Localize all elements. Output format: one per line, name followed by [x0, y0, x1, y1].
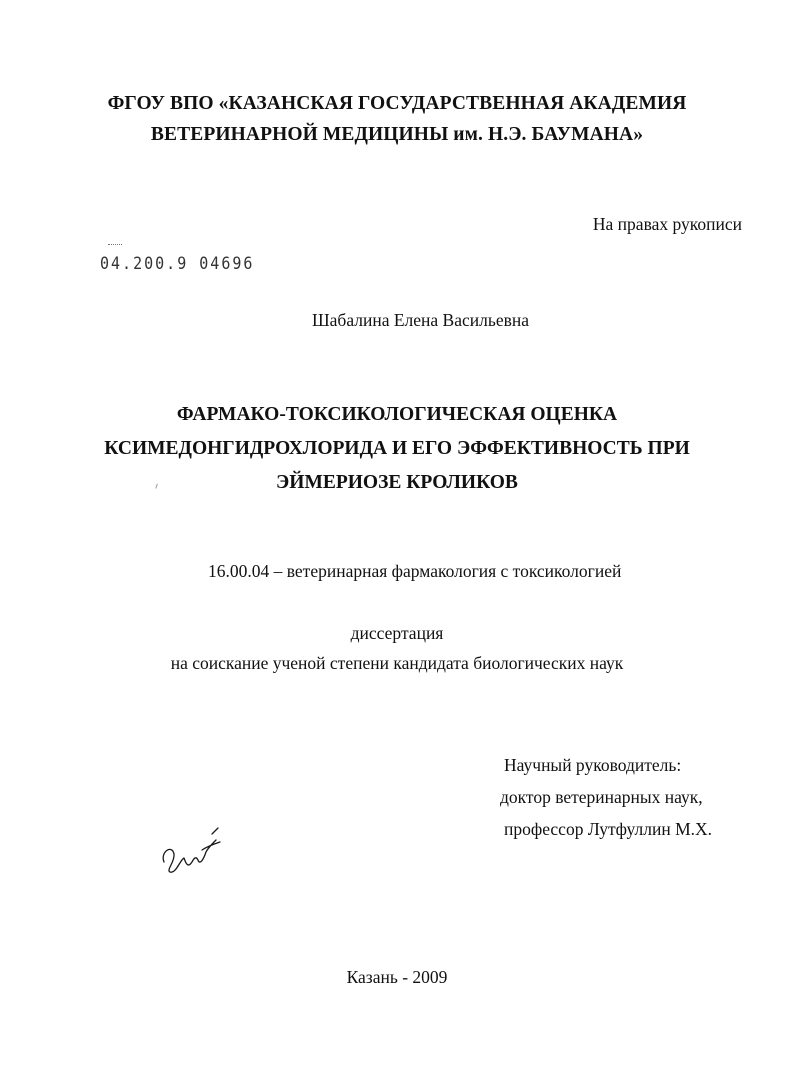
registration-stamp: 04.200.9 04696	[100, 253, 255, 274]
title-line-1: ФАРМАКО-ТОКСИКОЛОГИЧЕСКАЯ ОЦЕНКА	[176, 404, 618, 425]
stamp-mark	[108, 244, 122, 247]
document-type: диссертация	[350, 623, 444, 643]
manuscript-rights-note: На правах рукописи	[592, 214, 742, 234]
title-line-2: КСИМЕДОНГИДРОХЛОРИДА И ЕГО ЭФФЕКТИВНОСТЬ ПРИ	[104, 438, 690, 459]
title-line-3: ЭЙМЕРИОЗЕ КРОЛИКОВ	[276, 472, 518, 493]
supervisor-label: Научный руководитель:	[504, 755, 682, 775]
degree-line: на соискание ученой степени кандидата биологических наук	[170, 653, 624, 673]
institution-line-1: ФГОУ ВПО «КАЗАНСКАЯ ГОСУДАРСТВЕННАЯ АКАДЕМИЯ	[107, 93, 687, 114]
author-name: Шабалина Елена Васильевна	[312, 310, 529, 330]
supervisor-degree: доктор ветеринарных наук,	[500, 787, 703, 807]
supervisor-block	[500, 749, 712, 845]
specialty-code: 16.00.04 – ветеринарная фармакология с токсикологией	[208, 561, 622, 581]
institution-line-2: ВЕТЕРИНАРНОЙ МЕДИЦИНЫ им. Н.Э. БАУМАНА»	[150, 124, 644, 145]
city-year: Казань - 2009	[346, 967, 448, 987]
dissertation-title	[0, 398, 794, 500]
handwritten-signature	[158, 822, 230, 882]
institution-heading	[0, 88, 794, 150]
supervisor-name: профессор Лутфуллин М.Х.	[504, 819, 713, 839]
